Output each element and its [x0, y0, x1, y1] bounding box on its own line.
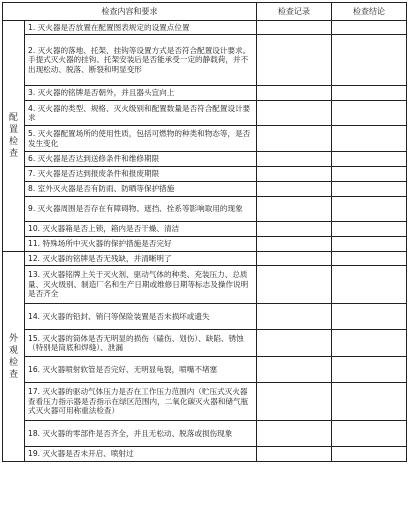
check-item: 14. 灭火器的铅封、销闩等保险装置是否未损坏或遗失	[25, 304, 257, 330]
table-row	[3, 447, 407, 462]
check-item: 9. 灭火器周围是否存在有障碍物、遮挡、拴系等影响取用的现象	[25, 197, 257, 222]
conclusion-cell[interactable]	[332, 152, 407, 167]
category-appearance-check: 外观检查	[3, 252, 25, 462]
check-item: 17. 灭火器的驱动气体压力是否在工作压力范围内（贮压式灭火器查看压力指示器是否指示在绿区范围内，二氧化碳灭火器和储气瓶式灭火器可用称重法检查）	[25, 383, 257, 421]
record-cell[interactable]	[257, 167, 332, 182]
table-header-row	[3, 3, 407, 21]
record-cell[interactable]	[257, 101, 332, 126]
conclusion-cell[interactable]	[332, 421, 407, 447]
conclusion-cell[interactable]	[332, 35, 407, 86]
check-item: 11. 特殊场所中灭火器的保护措施是否完好	[25, 237, 257, 252]
record-cell[interactable]	[257, 86, 332, 101]
check-item: 16. 灭火器喷射软管是否完好、无明显龟裂，喷嘴不堵塞	[25, 357, 257, 383]
check-item: 6. 灭火器是否达到送修条件和维修期限	[25, 152, 257, 167]
record-cell[interactable]	[257, 222, 332, 237]
record-cell[interactable]	[257, 237, 332, 252]
table-row	[3, 222, 407, 237]
conclusion-cell[interactable]	[332, 21, 407, 35]
check-item: 19. 灭火器是否未开启、喷射过	[25, 447, 257, 462]
check-item: 2. 灭火器的落地、托架、挂钩等设置方式是否符合配置设计要求。手提式灭火器的挂钩、托架安装后是否能承受一定的静载荷，并不出现松动、脱落、断裂和明显变形	[25, 35, 257, 86]
record-cell[interactable]	[257, 383, 332, 421]
table-row	[3, 237, 407, 252]
conclusion-cell[interactable]	[332, 222, 407, 237]
conclusion-cell[interactable]	[332, 357, 407, 383]
table-row	[3, 330, 407, 357]
check-item: 1. 灭火器是否放置在配置图表规定的设置点位置	[25, 21, 257, 35]
record-cell[interactable]	[257, 252, 332, 266]
record-cell[interactable]	[257, 126, 332, 152]
record-cell[interactable]	[257, 421, 332, 447]
check-item: 5. 灭火器配置场所的使用性质，包括可燃物的种类和物态等，是否发生变化	[25, 126, 257, 152]
table-row	[3, 197, 407, 222]
record-cell[interactable]	[257, 357, 332, 383]
table-row	[3, 167, 407, 182]
table-row	[3, 252, 407, 266]
table-row	[3, 21, 407, 35]
conclusion-cell[interactable]	[332, 237, 407, 252]
table-row	[3, 421, 407, 447]
conclusion-cell[interactable]	[332, 383, 407, 421]
table-row	[3, 101, 407, 126]
check-item: 3. 灭火器的铭牌是否朝外，并且器头宜向上	[25, 86, 257, 101]
conclusion-cell[interactable]	[332, 182, 407, 197]
record-cell[interactable]	[257, 197, 332, 222]
conclusion-cell[interactable]	[332, 252, 407, 266]
check-item: 7. 灭火器是否达到报废条件和报废期限	[25, 167, 257, 182]
conclusion-cell[interactable]	[332, 447, 407, 462]
record-cell[interactable]	[257, 304, 332, 330]
check-item: 13. 灭火器铭牌上关于灭火剂、驱动气体的种类、充装压力、总质量、灭火级别、制造厂名和生产日期或维修日期等标志及操作说明是否齐全	[25, 266, 257, 304]
record-cell[interactable]	[257, 266, 332, 304]
table-row	[3, 357, 407, 383]
check-item: 4. 灭火器的类型、规格、灭火级别和配置数量是否符合配置设计要求	[25, 101, 257, 126]
table-row	[3, 383, 407, 421]
conclusion-cell[interactable]	[332, 266, 407, 304]
conclusion-cell[interactable]	[332, 197, 407, 222]
check-item: 18. 灭火器的零部件是否齐全，并且无松动、脱落或损伤现象	[25, 421, 257, 447]
table-row	[3, 304, 407, 330]
table-row	[3, 35, 407, 86]
conclusion-cell[interactable]	[332, 167, 407, 182]
inspection-table	[2, 2, 407, 462]
check-item: 8. 室外灭火器是否有防雨、防晒等保护措施	[25, 182, 257, 197]
record-cell[interactable]	[257, 152, 332, 167]
check-item: 10. 灭火器箱是否上锁，箱内是否干燥、清洁	[25, 222, 257, 237]
table-body	[3, 21, 407, 462]
table-row	[3, 152, 407, 167]
table-row	[3, 182, 407, 197]
check-item: 12. 灭火器的铭牌是否无残缺，并清晰明了	[25, 252, 257, 266]
conclusion-cell[interactable]	[332, 330, 407, 357]
conclusion-cell[interactable]	[332, 101, 407, 126]
record-cell[interactable]	[257, 330, 332, 357]
category-config-check: 配置检查	[3, 21, 25, 252]
table-row	[3, 126, 407, 152]
table-row	[3, 86, 407, 101]
table-row	[3, 266, 407, 304]
header-conclusion: 检查结论	[332, 3, 407, 21]
conclusion-cell[interactable]	[332, 126, 407, 152]
record-cell[interactable]	[257, 447, 332, 462]
record-cell[interactable]	[257, 182, 332, 197]
header-content: 检查内容和要求	[3, 3, 257, 21]
record-cell[interactable]	[257, 21, 332, 35]
header-record: 检查记录	[257, 3, 332, 21]
conclusion-cell[interactable]	[332, 304, 407, 330]
record-cell[interactable]	[257, 35, 332, 86]
inspection-form	[2, 2, 406, 462]
conclusion-cell[interactable]	[332, 86, 407, 101]
check-item: 15. 灭火器的筒体是否无明显的损伤（磕伤、划伤）、缺陷、锈蚀（特别是筒底和焊缝）、泄漏	[25, 330, 257, 357]
